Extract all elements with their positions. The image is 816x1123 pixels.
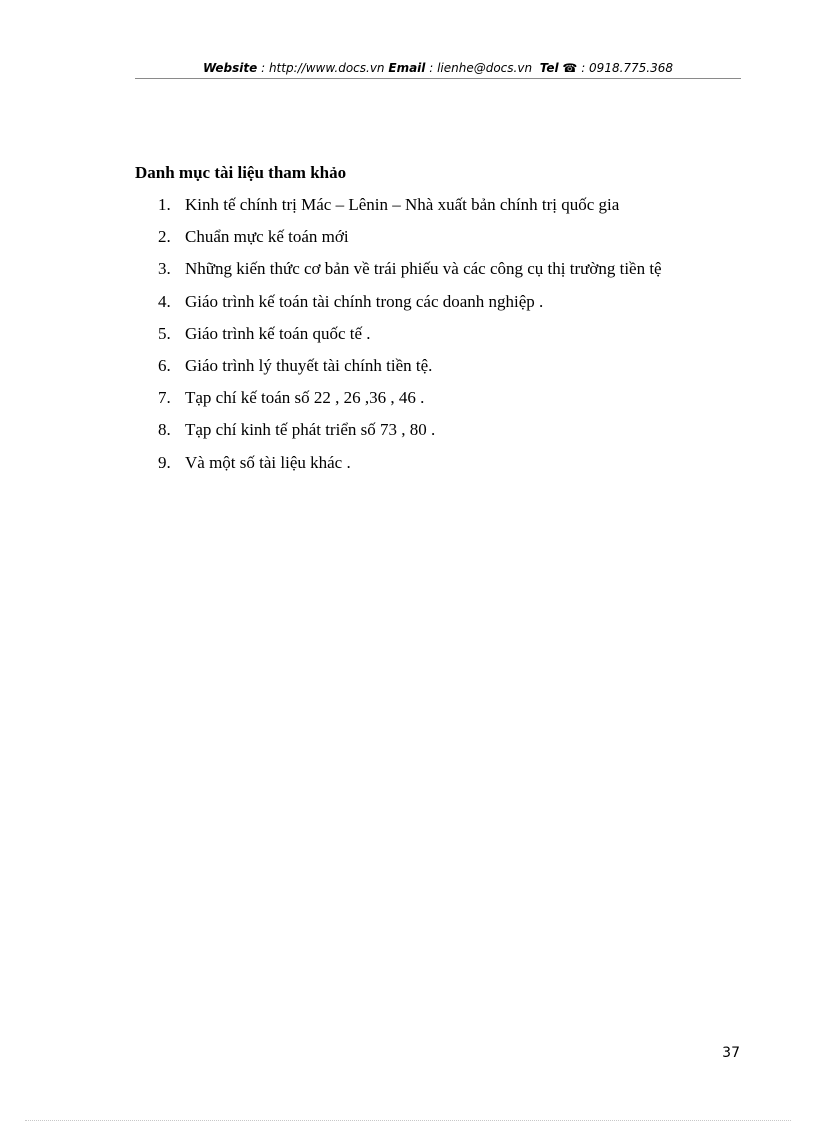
reference-text: Tạp chí kinh tế phát triển số 73 , 80 . [185, 420, 436, 440]
reference-number: 7. [158, 388, 171, 408]
reference-item [158, 323, 662, 355]
email-label: Email [388, 61, 426, 75]
email-address[interactable]: lienhe@docs.vn [437, 61, 533, 75]
reference-text: Giáo trình lý thuyết tài chính tiền tệ. [185, 355, 433, 375]
website-label: Website [202, 61, 258, 75]
email-separator: : [425, 61, 438, 75]
reference-item [158, 452, 662, 484]
reference-list [158, 194, 662, 484]
header-divider [135, 78, 741, 79]
reference-item [158, 226, 662, 258]
tel-separator: : [577, 61, 590, 75]
reference-item [158, 355, 662, 387]
tel-label: Tel [539, 61, 559, 75]
website-url[interactable]: http://www.docs.vn [268, 61, 385, 75]
tel-number: 0918.775.368 [589, 61, 674, 75]
reference-number: 8. [158, 420, 171, 440]
reference-text: Tạp chí kế toán số 22 , 26 ,36 , 46 . [185, 388, 425, 408]
footer-divider [25, 1120, 791, 1121]
reference-item [158, 419, 662, 451]
telephone-icon: ☎ [562, 61, 578, 75]
reference-text: Giáo trình kế toán quốc tế . [185, 323, 371, 343]
page-header [135, 58, 741, 78]
reference-item [158, 194, 662, 226]
website-separator: : [257, 61, 269, 75]
reference-number: 9. [158, 452, 171, 472]
reference-number: 1. [158, 195, 171, 214]
reference-number: 6. [158, 355, 171, 375]
section-title: Danh mục tài liệu tham khảo [135, 163, 347, 182]
reference-number: 2. [158, 227, 171, 247]
reference-text: Kinh tế chính trị Mác – Lênin – Nhà xuất bản chính trị quốc gia [185, 195, 620, 214]
reference-number: 4. [158, 291, 171, 311]
reference-text: Và một số tài liệu khác . [185, 452, 351, 472]
reference-text: Giáo trình kế toán tài chính trong các doanh nghiệp . [185, 291, 544, 311]
reference-text: Chuẩn mực kế toán mới [185, 227, 349, 247]
reference-text: Những kiến thức cơ bản về trái phiếu và các công cụ thị trường tiền tệ [185, 259, 662, 279]
reference-number: 5. [158, 323, 171, 343]
page-number: 37 [722, 1045, 740, 1061]
reference-number: 3. [158, 259, 171, 279]
reference-item [158, 258, 662, 290]
reference-item [158, 387, 662, 419]
reference-item [158, 291, 662, 323]
